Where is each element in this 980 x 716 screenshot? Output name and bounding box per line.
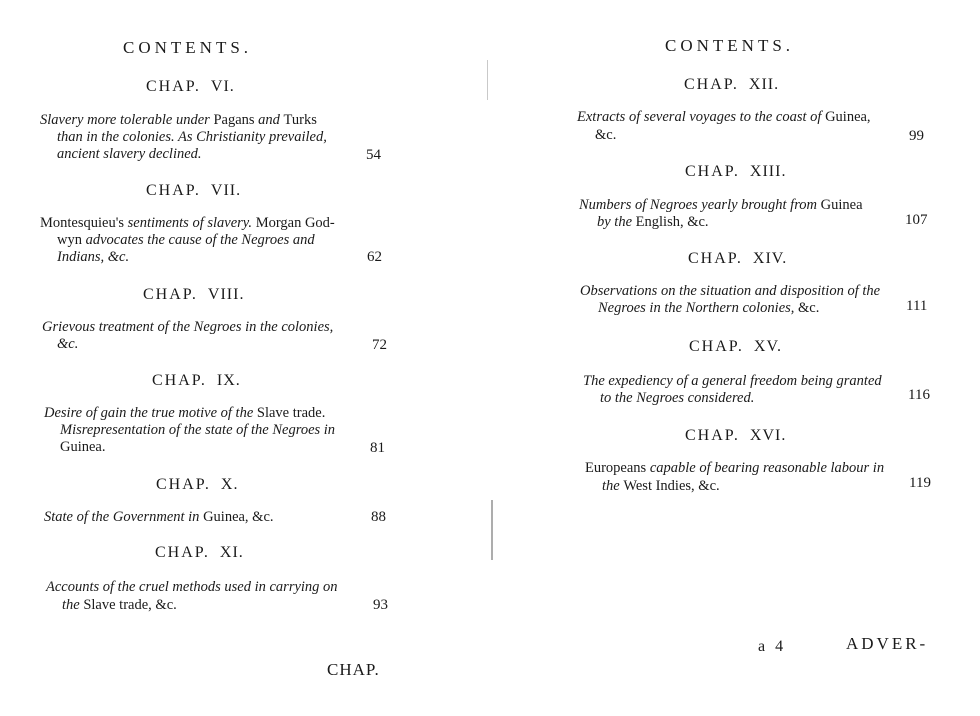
page-number: 116 (908, 387, 930, 403)
entry-text: &c. (798, 300, 820, 316)
chapter-heading (685, 163, 786, 181)
chapter-label: CHAP. (689, 338, 744, 355)
catchword: ADVER- (846, 634, 929, 653)
entry-line (40, 214, 335, 232)
chapter-numeral: VIII. (207, 286, 245, 303)
page-number: 54 (366, 147, 381, 163)
entry-line (62, 596, 177, 614)
entry-text: Slavery more tolerable (40, 112, 176, 128)
chapter-heading (685, 427, 786, 445)
entry-text: Guinea, (825, 109, 871, 125)
entry-line (46, 578, 338, 596)
entry-text: capable of bearing reasonable labour in (649, 460, 885, 476)
chapter-numeral: XV. (753, 338, 782, 355)
chapter-numeral: VI. (210, 78, 235, 95)
page-number: 119 (909, 475, 931, 491)
entry-text: advocates the cause of the Negroes and (85, 232, 315, 248)
entry-text: Slave trade, &c. (83, 597, 177, 613)
entry-text: by the (597, 214, 636, 230)
entry-text: State of the Government in (44, 509, 204, 525)
page-number: 93 (373, 597, 388, 613)
page-number: 62 (367, 249, 382, 265)
entry-text: to the Negroes considered. (600, 390, 755, 406)
entry-line (60, 438, 106, 456)
chapter-label: CHAP. (685, 163, 740, 180)
entry-text: Montesquieu's (40, 215, 128, 231)
entry-line (57, 248, 129, 266)
entry-line (595, 126, 616, 144)
entry-text: Turks (283, 112, 317, 128)
chapter-heading (143, 286, 244, 304)
entry-line (40, 111, 317, 129)
entry-line (585, 459, 884, 477)
entry-text: Grievous treatment of the Negroes in the colonies, (42, 319, 334, 335)
entry-line (57, 145, 202, 163)
entry-text: Accounts of the cruel methods used in carrying on (46, 579, 338, 595)
entry-line (597, 213, 709, 231)
chapter-label: CHAP. (152, 372, 207, 389)
entry-line (57, 231, 315, 249)
chapter-heading (146, 182, 241, 200)
chapter-heading (688, 250, 787, 268)
entry-line (579, 196, 863, 214)
chapter-numeral: XIV. (752, 250, 788, 267)
page-number: 81 (370, 440, 385, 456)
entry-text: Extracts of several voyages to the coast of (577, 109, 826, 125)
chapter-label: CHAP. (146, 78, 201, 95)
entry-line (57, 128, 327, 146)
entry-text: than in the colonies. As Christianity prevailed, (57, 129, 327, 145)
chapter-label: CHAP. (155, 544, 210, 561)
entry-line (577, 108, 871, 126)
entry-line (600, 389, 754, 407)
entry-line (580, 282, 880, 300)
chapter-numeral: XI. (219, 544, 244, 561)
entry-text: West Indies, &c. (623, 478, 720, 494)
chapter-numeral: XVI. (749, 427, 787, 444)
entry-line (602, 477, 720, 495)
entry-text: sentiments of slavery. (127, 215, 253, 231)
chapter-label: CHAP. (143, 286, 198, 303)
entry-text: Numbers of Negroes yearly brought from (579, 197, 821, 213)
chapter-numeral: X. (220, 476, 239, 493)
chapter-heading (156, 476, 238, 494)
entry-text: wyn (57, 232, 86, 248)
chapter-heading (146, 78, 235, 96)
chapter-heading (689, 338, 782, 356)
entry-text: English, &c. (635, 214, 709, 230)
entry-text: Negroes in the Northern colonies, (598, 300, 799, 316)
page-number: 99 (909, 128, 924, 144)
entry-line (60, 421, 335, 439)
chapter-numeral: XIII. (749, 163, 787, 180)
entry-text: The expediency of a general freedom being granted (583, 373, 882, 389)
chapter-numeral: IX. (216, 372, 241, 389)
entry-line (57, 335, 78, 353)
entry-text: Misrepresentation of the state of the Negroes in (60, 422, 336, 438)
entry-line (598, 299, 819, 317)
entry-line (42, 318, 333, 336)
chapter-heading (155, 544, 244, 562)
chapter-label: CHAP. (156, 476, 211, 493)
page-header: CONTENTS. (665, 36, 795, 55)
entry-line (44, 508, 274, 526)
entry-text: Pagans (213, 112, 259, 128)
page-number: 107 (905, 212, 928, 228)
entry-text: Observations on the situation and disposition of the (580, 283, 881, 299)
entry-text: Guinea (820, 197, 863, 213)
entry-text: Morgan God- (252, 215, 335, 231)
entry-text: &c. (57, 336, 79, 352)
page-number: 111 (906, 298, 928, 314)
entry-text: Guinea, &c. (203, 509, 274, 525)
entry-text: and (258, 112, 284, 128)
entry-text: under (175, 112, 214, 128)
entry-text: Guinea. (60, 439, 106, 455)
right-page (490, 0, 980, 716)
entry-line (583, 372, 882, 390)
entry-text: &c. (595, 127, 617, 143)
entry-text: Slave trade. (256, 405, 326, 421)
signature-mark: a 4 (758, 638, 787, 655)
chapter-label: CHAP. (146, 182, 201, 199)
page-number: 72 (372, 337, 387, 353)
entry-text: Europeans (585, 460, 650, 476)
entry-text: ancient slavery declined. (57, 146, 202, 162)
chapter-numeral: XII. (748, 76, 780, 93)
entry-text: the (62, 597, 84, 613)
entry-line (44, 404, 325, 422)
chapter-label: CHAP. (685, 427, 740, 444)
catchword: CHAP. (327, 660, 380, 679)
chapter-heading (684, 76, 779, 94)
entry-text: the (602, 478, 624, 494)
chapter-label: CHAP. (688, 250, 743, 267)
chapter-heading (152, 372, 241, 390)
entry-text: Desire of gain the true motive of the (44, 405, 257, 421)
chapter-numeral: VII. (210, 182, 242, 199)
chapter-label: CHAP. (684, 76, 739, 93)
page-header: CONTENTS. (123, 38, 253, 57)
entry-text: Indians, &c. (57, 249, 130, 265)
page-number: 88 (371, 509, 386, 525)
